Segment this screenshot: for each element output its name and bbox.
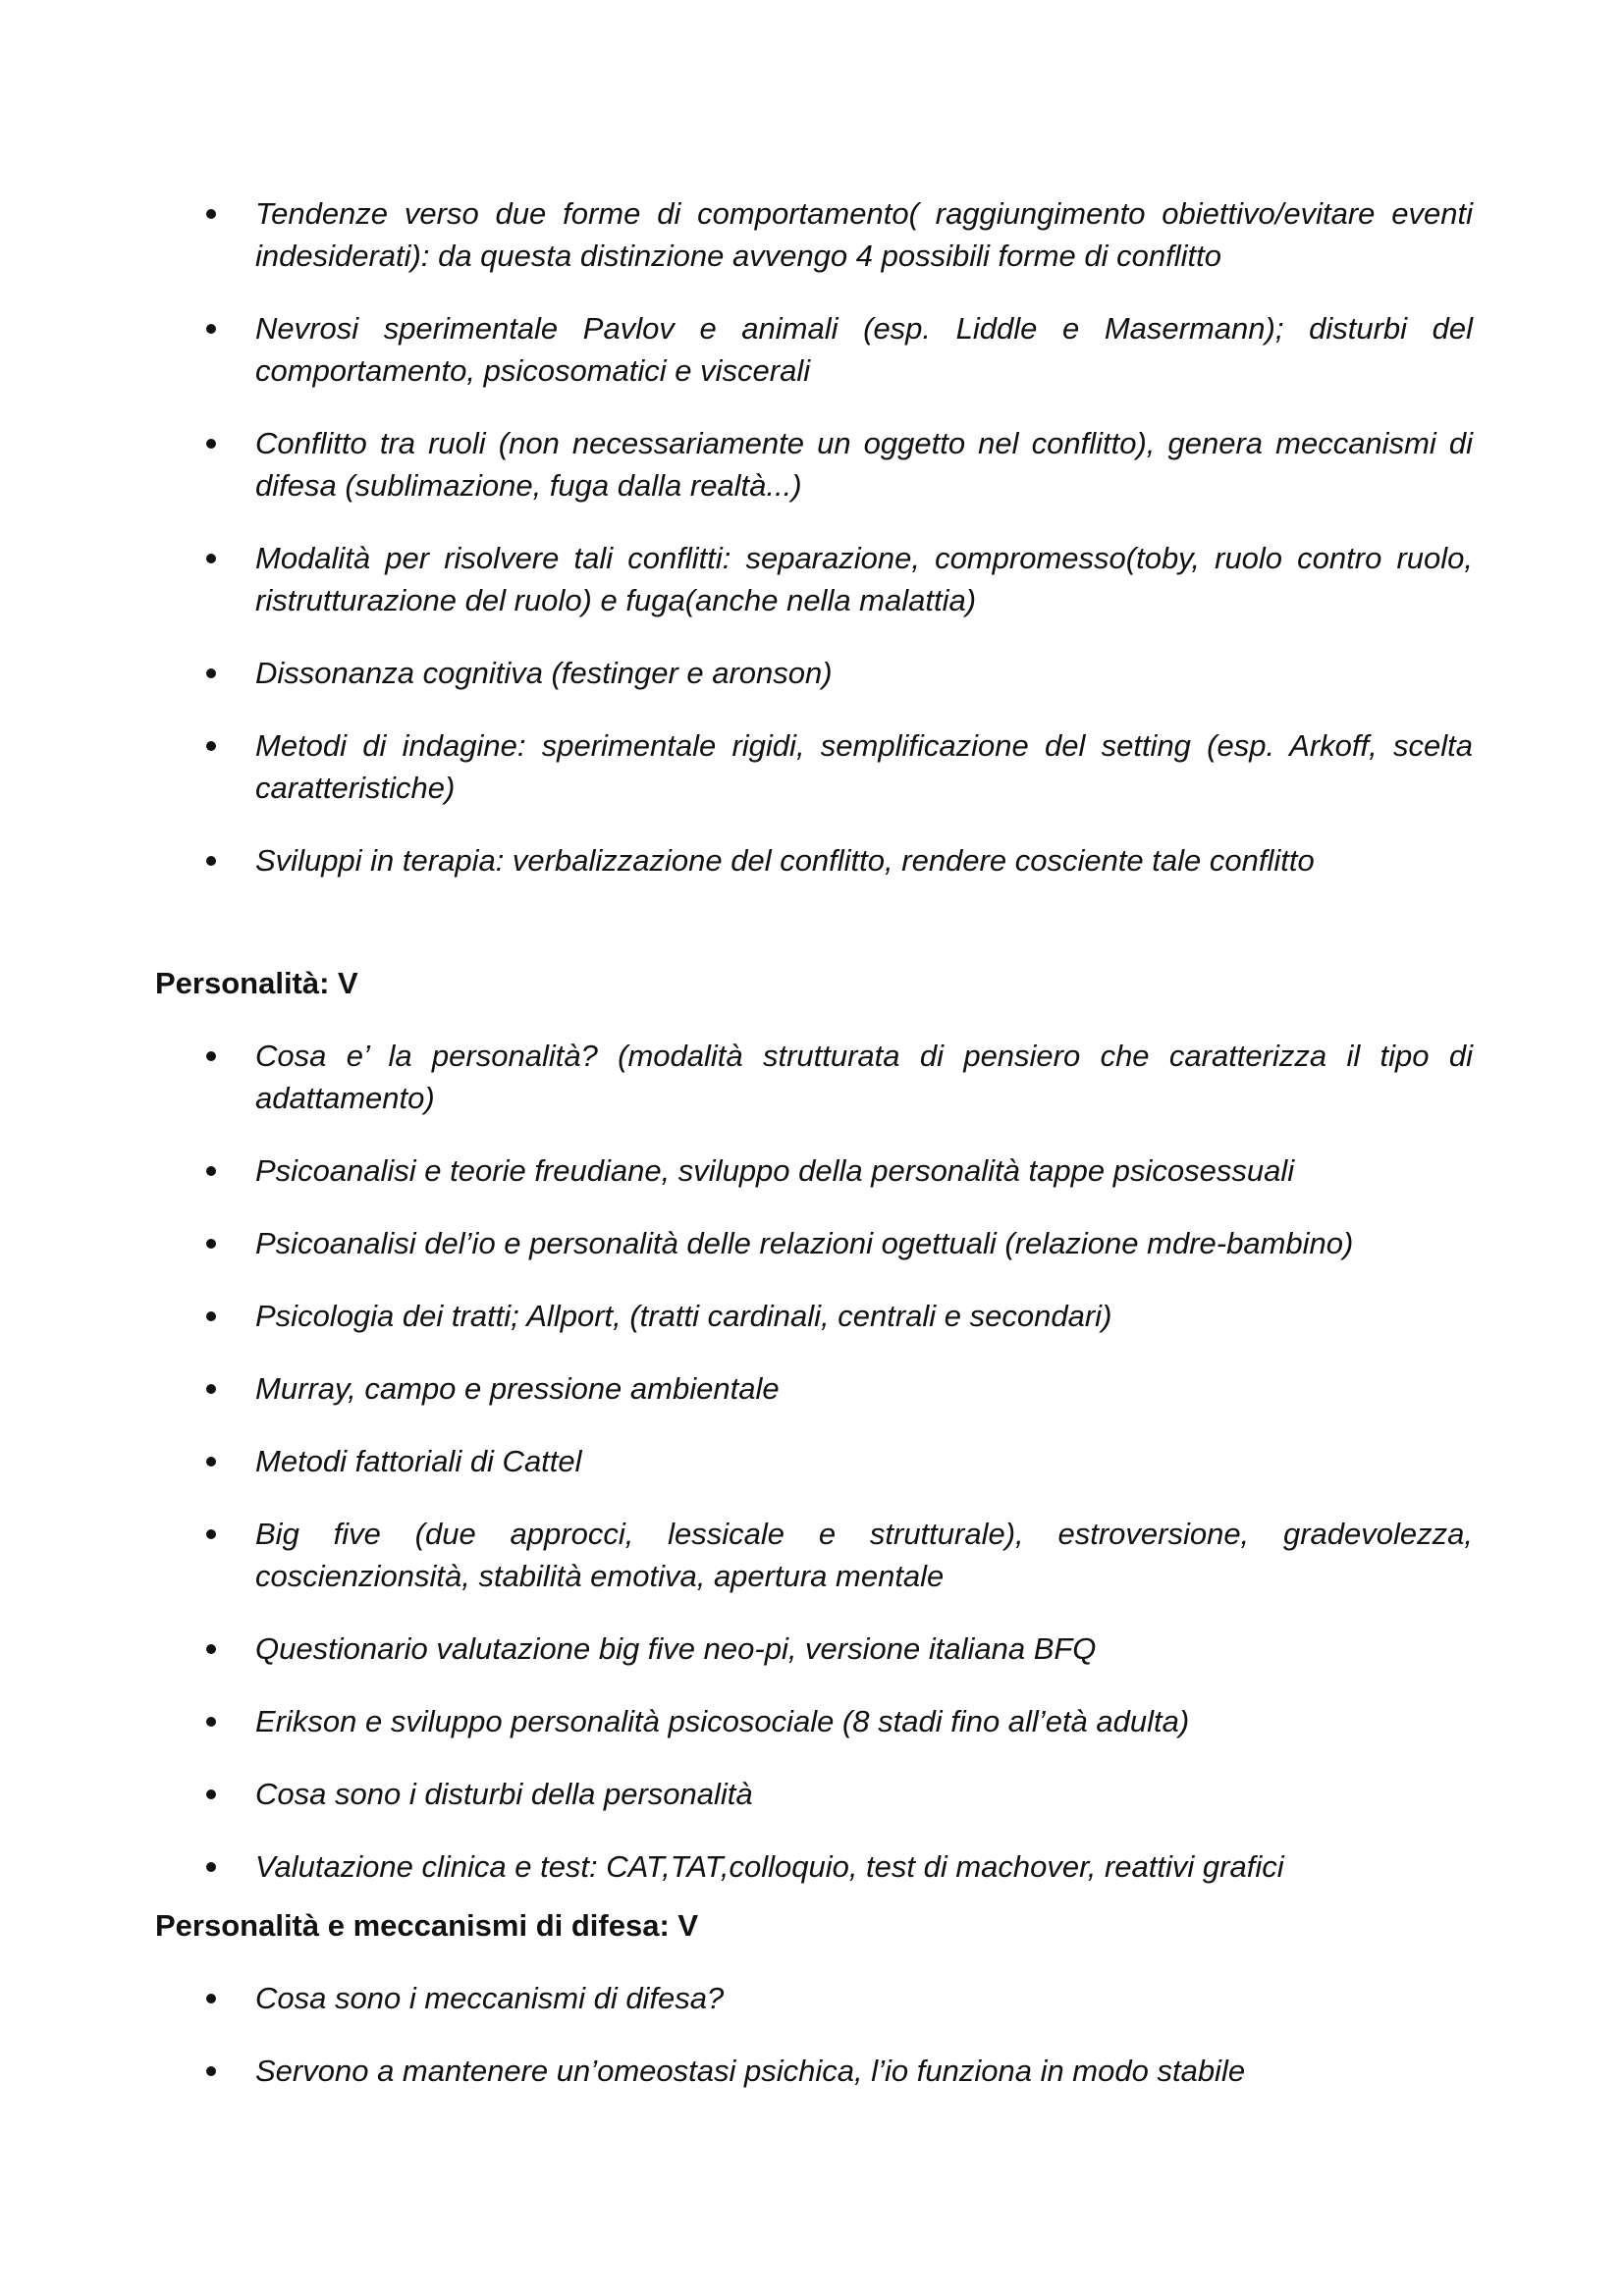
bullet-icon	[206, 324, 216, 334]
list-item-text: Questionario valutazione big five neo-pi, versione italiana BFQ	[255, 1631, 1097, 1666]
list-item-text: Modalità per risolvere tali conflitti: separazione, compromesso(toby, ruolo contro ruolo, ristrutturazione del ruolo) e fuga(anche nella malattia)	[255, 541, 1473, 617]
list-item-text: Murray, campo e pressione ambientale	[255, 1371, 780, 1406]
list-item	[196, 2050, 1473, 2092]
list-item	[196, 1149, 1473, 1192]
list-item	[196, 652, 1473, 694]
list-item-text: Big five (due approcci, lessicale e strutturale), estroversione, gradevolezza, coscienzionsità, stabilità emotiva, apertura mentale	[255, 1517, 1473, 1593]
list-item-text: Cosa sono i meccanismi di difesa?	[255, 1981, 725, 2015]
bullet-list-meccanismi-difesa	[196, 1977, 1473, 2122]
list-item-text: Tendenze verso due forme di comportamento( raggiungimento obiettivo/evitare eventi indesiderati): da questa distinzione avvengo 4 possibili forme di conflitto	[255, 196, 1473, 273]
bullet-icon	[206, 668, 216, 678]
bullet-icon	[206, 1457, 216, 1467]
bullet-icon	[206, 439, 216, 449]
bullet-icon	[206, 1994, 216, 2003]
section-heading-personalita: Personalità: V	[155, 966, 358, 1000]
list-item	[196, 839, 1473, 881]
bullet-icon	[206, 2066, 216, 2076]
bullet-icon	[206, 1789, 216, 1799]
list-item-text: Erikson e sviluppo personalità psicosociale (8 stadi fino all’età adulta)	[255, 1704, 1190, 1738]
list-item-text: Metodi di indagine: sperimentale rigidi, semplificazione del setting (esp. Arkoff, scelta caratteristiche)	[255, 728, 1473, 805]
list-item-text: Servono a mantenere un’omeostasi psichica, l’io funziona in modo stabile	[255, 2054, 1246, 2088]
bullet-icon	[206, 209, 216, 219]
list-item-text: Dissonanza cognitiva (festinger e aronson)	[255, 656, 833, 690]
list-item	[196, 537, 1473, 621]
bullet-list-conflict	[196, 192, 1473, 912]
list-item	[196, 1977, 1473, 2019]
list-item	[196, 1035, 1473, 1119]
list-item	[196, 1440, 1473, 1482]
list-item	[196, 1628, 1473, 1670]
list-item-text: Nevrosi sperimentale Pavlov e animali (esp. Liddle e Masermann); disturbi del comportamento, psicosomatici e viscerali	[255, 311, 1473, 388]
list-item	[196, 1845, 1473, 1888]
list-item	[196, 307, 1473, 392]
bullet-icon	[206, 1239, 216, 1249]
list-item-text: Valutazione clinica e test: CAT,TAT,colloquio, test di machover, reattivi grafici	[255, 1849, 1284, 1884]
bullet-icon	[206, 1862, 216, 1872]
list-item	[196, 422, 1473, 507]
list-item-text: Metodi fattoriali di Cattel	[255, 1444, 582, 1478]
bullet-icon	[206, 1644, 216, 1654]
list-item	[196, 1513, 1473, 1597]
list-item-text: Cosa sono i disturbi della personalità	[255, 1777, 753, 1811]
list-item-text: Conflitto tra ruoli (non necessariamente un oggetto nel conflitto), genera meccanismi di difesa (sublimazione, fuga dalla realtà...)	[255, 426, 1473, 503]
bullet-icon	[206, 554, 216, 563]
bullet-icon	[206, 1529, 216, 1539]
bullet-icon	[206, 1051, 216, 1061]
bullet-icon	[206, 856, 216, 866]
list-item-text: Psicologia dei tratti; Allport, (tratti cardinali, centrali e secondari)	[255, 1299, 1112, 1333]
list-item-text: Psicoanalisi e teorie freudiane, sviluppo della personalità tappe psicosessuali	[255, 1153, 1295, 1188]
bullet-icon	[206, 1166, 216, 1176]
list-item	[196, 1367, 1473, 1410]
list-item-text: Sviluppi in terapia: verbalizzazione del conflitto, rendere cosciente tale conflitto	[255, 843, 1315, 878]
list-item	[196, 192, 1473, 277]
section-heading-meccanismi-difesa: Personalità e meccanismi di difesa: V	[155, 1908, 699, 1943]
list-item	[196, 1700, 1473, 1742]
list-item-text: Cosa e’ la personalità? (modalità strutturata di pensiero che caratterizza il tipo di adattamento)	[255, 1039, 1473, 1115]
bullet-icon	[206, 1311, 216, 1321]
list-item	[196, 1222, 1473, 1264]
bullet-icon	[206, 1384, 216, 1394]
list-item	[196, 1295, 1473, 1337]
bullet-icon	[206, 1717, 216, 1727]
bullet-list-personalita	[196, 1035, 1473, 1918]
list-item	[196, 724, 1473, 809]
list-item	[196, 1773, 1473, 1815]
bullet-icon	[206, 741, 216, 751]
list-item-text: Psicoanalisi del’io e personalità delle relazioni ogettuali (relazione mdre-bambino)	[255, 1226, 1354, 1260]
